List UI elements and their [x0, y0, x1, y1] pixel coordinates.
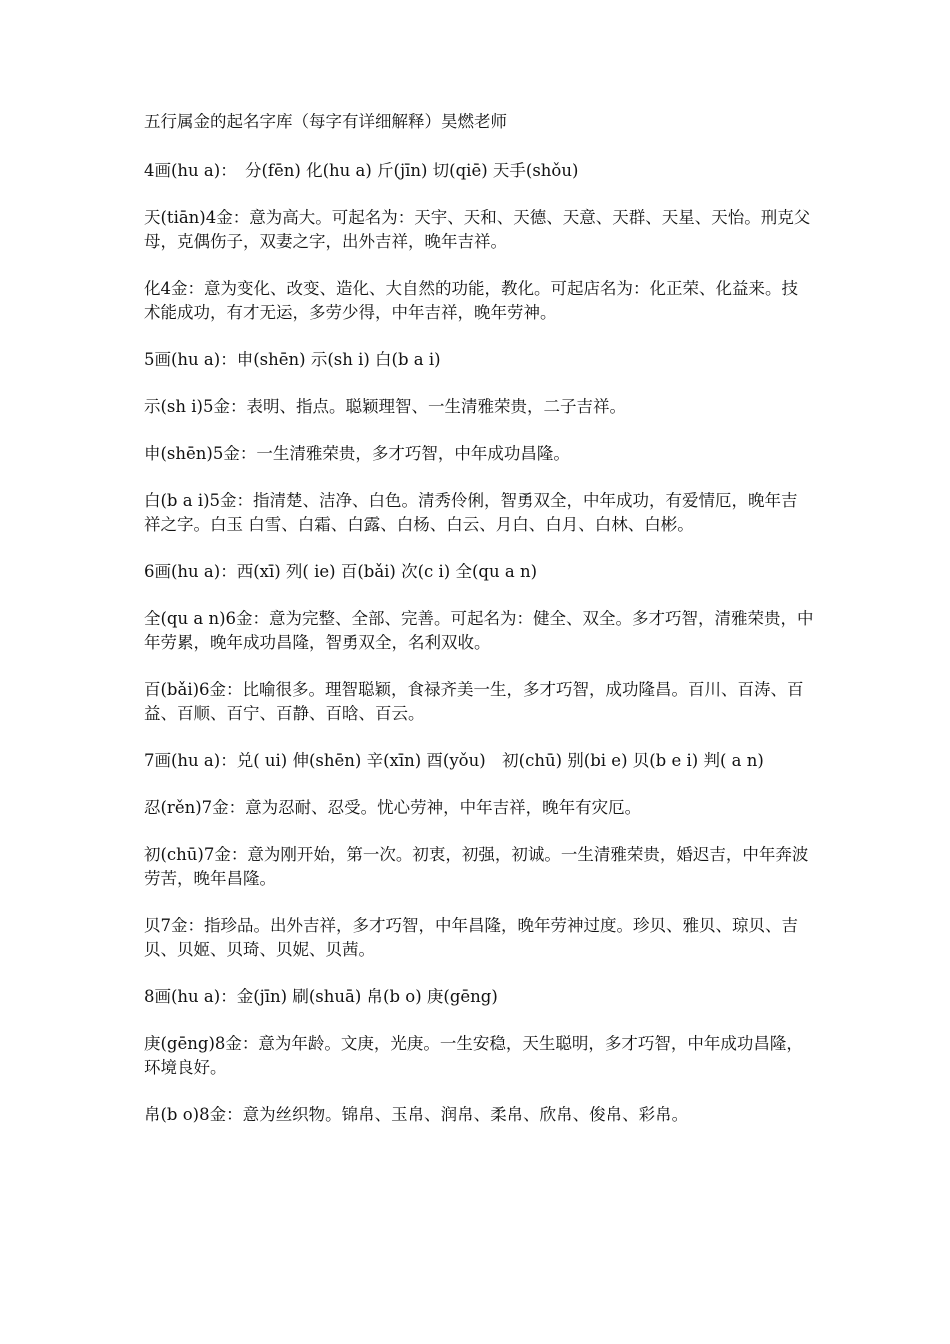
paragraph: 全(qu a n)6金：意为完整、全部、完善。可起名为：健全、双全。多才巧智，清雅荣贵，中年劳累，晚年成功昌隆，智勇双全，名利双收。	[144, 609, 814, 652]
paragraph: 忍(rěn)7金：意为忍耐、忍受。忧心劳神，中年吉祥，晚年有灾厄。	[144, 798, 642, 817]
paragraph: 天(tiān)4金：意为高大。可起名为：天宇、天和、天德、天意、天群、天星、天怡。刑克父母，克偶伤子，双妻之字，出外吉祥，晚年吉祥。	[144, 208, 811, 251]
paragraph: 百(bǎi)6金：比喻很多。理智聪颖，食禄齐美一生，多才巧智，成功隆昌。百川、百涛、百益、百顺、百宁、百静、百晗、百云。	[144, 680, 804, 723]
paragraph: 庚(gēng)8金：意为年龄。文庚，光庚。一生安稳，天生聪明，多才巧智，中年成功昌隆，环境良好。	[144, 1034, 803, 1077]
paragraph: 白(b a i)5金：指清楚、洁净、白色。清秀伶俐，智勇双全，中年成功，有爱情厄，晚年吉祥之字。白玉 白雪、白霜、白露、白杨、白云、月白、白月、白林、白彬。	[144, 491, 798, 534]
paragraph: 6画(hu a)：西(xī) 列( ie) 百(bǎi) 次(c i) 全(qu a n)	[144, 562, 538, 581]
paragraph: 贝7金：指珍品。出外吉祥，多才巧智，中年昌隆，晚年劳神过度。珍贝、雅贝、琼贝、吉贝、贝姬、贝琦、贝妮、贝茜。	[144, 916, 798, 959]
paragraph: 8画(hu a)：金(jīn) 刷(shuā) 帛(b o) 庚(gēng)	[144, 987, 498, 1006]
paragraph: 示(sh i)5金：表明、指点。聪颖理智、一生清雅荣贵，二子吉祥。	[144, 397, 626, 416]
document-title: 五行属金的起名字库（每字有详细解释）昊燃老师	[144, 112, 507, 131]
paragraph: 申(shēn)5金：一生清雅荣贵，多才巧智，中年成功昌隆。	[144, 444, 570, 463]
paragraph: 帛(b o)8金：意为丝织物。锦帛、玉帛、润帛、柔帛、欣帛、俊帛、彩帛。	[144, 1105, 689, 1124]
paragraph: 初(chū)7金：意为刚开始，第一次。初衷，初强，初诚。一生清雅荣贵，婚迟吉，中年奔波劳苦，晚年昌隆。	[144, 845, 809, 888]
paragraph: 化4金：意为变化、改变、造化、大自然的功能，教化。可起店名为：化正荣、化益来。技术能成功，有才无运，多劳少得，中年吉祥，晚年劳神。	[144, 279, 798, 322]
paragraph: 4画(hu a)： 分(fēn) 化(hu a) 斤(jīn) 切(qiē) 天手(shǒu)	[144, 161, 579, 180]
paragraph: 7画(hu a)：兑( ui) 伸(shēn) 辛(xīn) 酉(yǒu) 初(chū) 别(bi e) 贝(b e i) 判( a n)	[144, 751, 764, 770]
document-page	[144, 110, 814, 1150]
paragraph: 5画(hu a)：申(shēn) 示(sh i) 白(b a i)	[144, 350, 441, 369]
